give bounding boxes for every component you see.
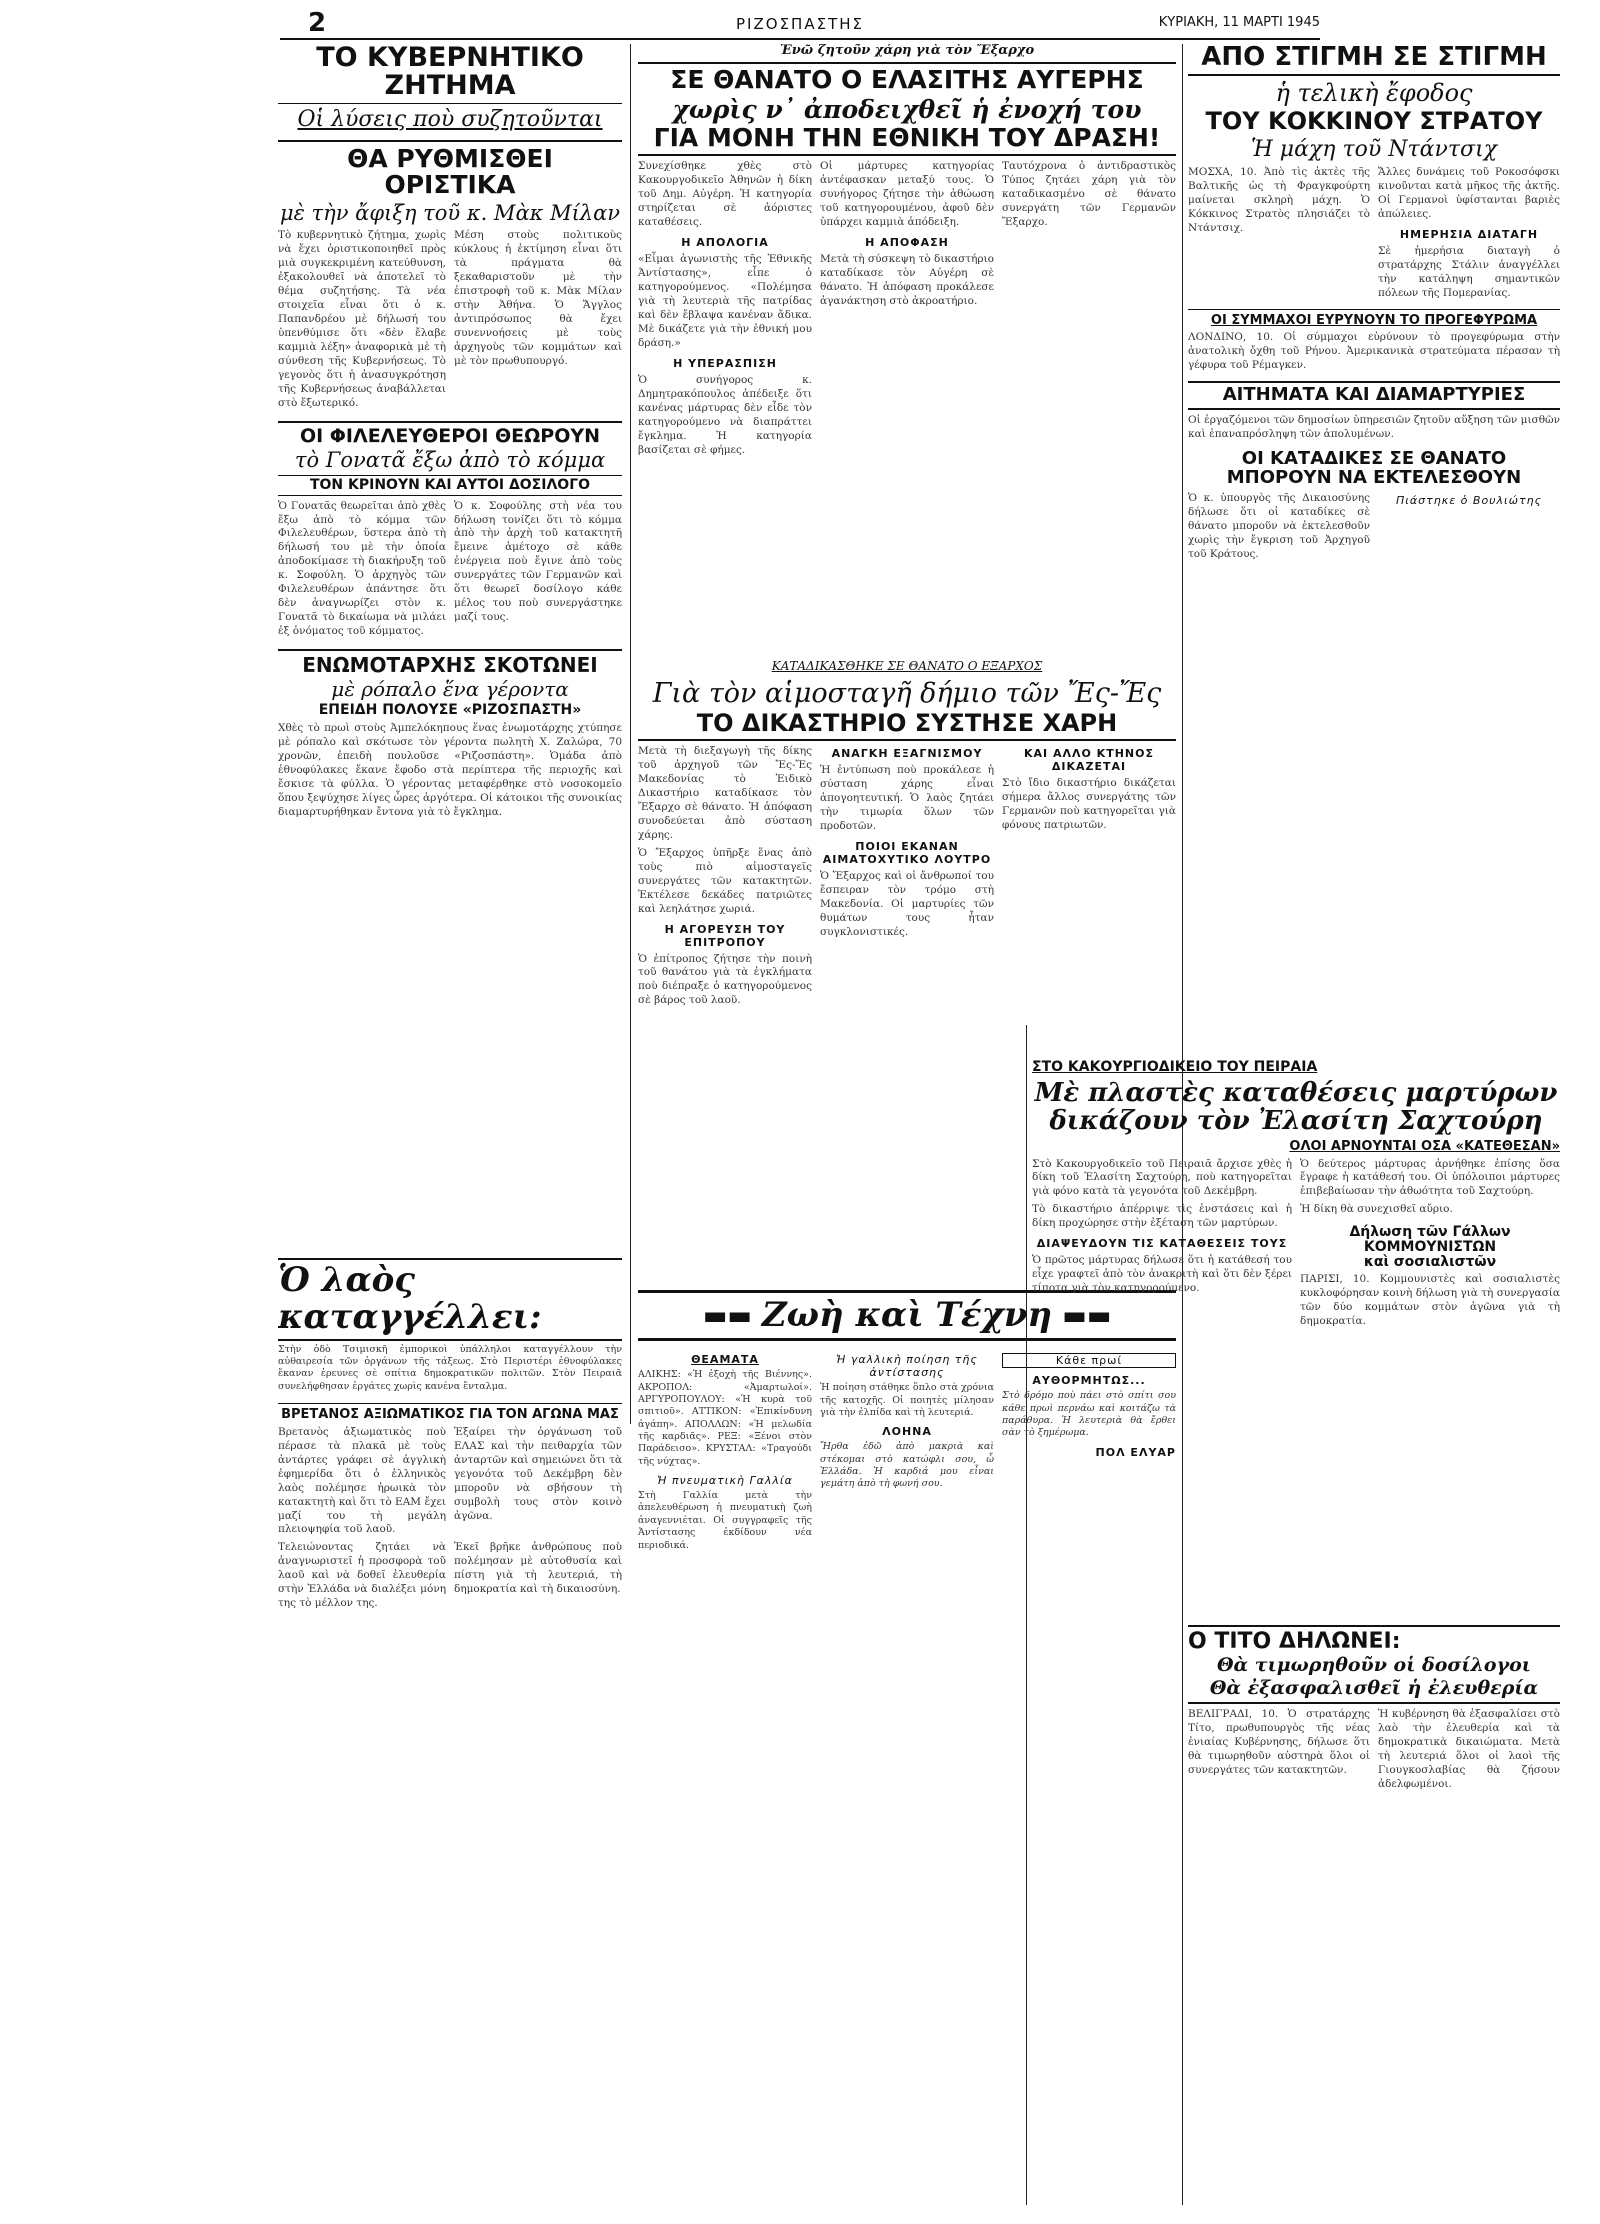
subhead-rizospastis-seller: ΕΠΕΙΔΗ ΠΟΛΟΥΣΕ «ΡΙΖΟΣΠΑΣΤΗ» (318, 702, 582, 719)
headline-death-sentences: ΟΙ ΚΑΤΑΔΙΚΕΣ ΣΕ ΘΑΝΑΤΟ (1241, 447, 1507, 469)
headline-liberals: ΟΙ ΦΙΛΕΛΕΥΘΕΡΟΙ ΘΕΩΡΟΥΝ (299, 424, 601, 447)
kicker-pardon: Ἐνῶ ζητοῦν χάρη γιὰ τὸν Ἔξαρχο (779, 44, 1035, 58)
article-text: ΒΕΛΙΓΡΑΔΙ, 10. Ὁ στρατάρχης Τίτο, πρωθυπουργὸς τῆς νέας ἐνιαίας Κυβέρνησης, δήλωσε ὅτι θὰ τιμωρηθοῦν αὐστηρὰ ὅλοι οἱ συνεργάτες τῶν κατακτητῶν. (1188, 1707, 1370, 1776)
article-exarchos (638, 741, 1176, 1008)
subhead-club: μὲ ρόπαλο ἕνα γέροντα (331, 677, 569, 702)
subhead-gonatas: τὸ Γονατᾶ ἔξω ἀπὸ τὸ κόμμα (294, 447, 606, 472)
article-text: Ὁ Ἔξαρχος καὶ οἱ ἄνθρωποί του ἔσπειραν τὸν τρόμο στὴ Μακεδονία. Οἱ μαρτυρίες τῶν θυμάτων τους ἦταν συγκλονιστικές. (820, 869, 994, 938)
section-prosecutor: Η ΑΓΟΡΕΥΣΗ ΤΟΥ ΕΠΙΤΡΟΠΟΥ (664, 922, 786, 949)
article-text: Ὁ Ἔξαρχος ὑπῆρξε ἕνας ἀπὸ τοὺς πιὸ αἱμοσταγεῖς συνεργάτες τῶν κατακτητῶν. Ἐκτέλεσε δεκάδες πατριῶτες καὶ λεηλάτησε χωριά. (638, 846, 812, 915)
article-text: Ἡ κυβέρνηση θὰ ἐξασφαλίσει στὸ λαὸ τὴν ἐλευθερία καὶ τὰ δημοκρατικὰ δικαιώματα. Μετὰ τὴ λευτεριά ὅλοι οἱ λαοὶ τῆς Γιουγκοσλαβίας θὰ ζήσουν ἀδελφωμένοι. (1378, 1707, 1560, 1790)
article-british-officer-cont (278, 1537, 622, 1611)
subhead-all-deny: ΟΛΟΙ ΑΡΝΟΥΝΤΑΙ ΟΣΑ «ΚΑΤΕΘΕΣΑΝ» (1289, 1138, 1560, 1154)
article-text: Ὁ δεύτερος μάρτυρας ἀρνήθηκε ἐπίσης ὅσα ἔγραφε ἡ κατάθεσή του. Οἱ ὑπόλοιποι μάρτυρες ἐπιβεβαίωσαν τὴν ἀθωότητα τοῦ Σαχτούρη. (1300, 1157, 1560, 1198)
right-lower-article (1032, 1060, 1560, 1620)
article-text: Χθὲς τὸ πρωὶ στοὺς Ἀμπελόκηπους ἕνας ἐνωμοτάρχης χτύπησε μὲ ρόπαλο καὶ σκότωσε τὸν γέροντα πωλητὴ Χ. Ζαλώρα, 70 χρονῶν, ἐπειδὴ πουλοῦσε «Ριζοσπάστη». Ὁμάδα ἀπὸ ἐθνοφύλακες ἔκανε ἔφοδο στὰ περίπτερα τῆς περιοχῆς καὶ ἔσκισε τὰ φύλλα. Ὁ γέροντας μεταφέρθηκε στὸ νοσοκομεῖο ὅπου ξεψύχησε λίγες ὧρες ἀργότερα. Οἱ κάτοικοι τῆς συνοικίας διαμαρτυρήθηκαν ἔντονα γιὰ τὸ ἔγκλημα. (278, 721, 622, 818)
subhead-collaborators-punished: Θὰ τιμωρηθοῦν οἱ δοσίλογοι (1217, 1654, 1531, 1677)
article-text: Ἡ δίκη θὰ συνεχισθεῖ αὔριο. (1300, 1203, 1453, 1216)
section-cleansing: ΑΝΑΓΚΗ ΕΞΑΓΝΙΣΜΟΥ (831, 747, 983, 761)
lower-left-column (278, 1258, 622, 2208)
article-text: Ἄλλες δυνάμεις τοῦ Ροκοσόφσκι κινοῦνται κατὰ μῆκος τῆς ἀκτῆς. Οἱ Γερμανοὶ ὑφίστανται βαριὲς ἀπώλειες. (1378, 166, 1560, 220)
section-every-morning: Κάθε πρωί (1002, 1353, 1176, 1368)
article-text: Ὁ κ. ὑπουργὸς τῆς Δικαιοσύνης δήλωσε ὅτι οἱ καταδίκες σὲ θάνατο μποροῦν νὰ ἐκτελεσθοῦν χωρὶς τὴν ἔγκριση τοῦ Ἀρχηγοῦ τοῦ Κράτους. (1188, 491, 1370, 560)
headline-demands: ΑΙΤΗΜΑΤΑ ΚΑΙ ΔΙΑΜΑΡΤΥΡΙΕΣ (1188, 381, 1560, 410)
article-text: Ἐξαίρει τὴν ὀργάνωση τοῦ ΕΛΑΣ καὶ τὴν πειθαρχία τῶν ἀνταρτῶν καὶ σημειώνει ὅτι τὰ γεγονότα τοῦ Δεκέμβρη δὲν μποροῦν νὰ σβήσουν τὴ συμβολὴ τους στὸν κοινὸ ἀγῶνα. (454, 1425, 622, 1522)
poem-text: Στὸ δρόμο ποὺ πάει στὸ σπίτι σου κάθε πρωὶ περνάω καὶ κοιτάζω τὰ παράθυρα. Ἡ λευτεριὰ θὰ ἔρθει σὰν τὸ ξημέρωμα. (1002, 1390, 1176, 1439)
subhead-can-be-executed: ΜΠΟΡΟΥΝ ΝΑ ΕΚΤΕΛΕΣΘΟΥΝ (1226, 466, 1522, 488)
article-text: Σὲ ἡμερήσια διαταγὴ ὁ στρατάρχης Στάλιν ἀναγγέλλει τὴν κατάληψη σημαντικῶν πόλεων τῆς Πομερανίας. (1378, 244, 1560, 299)
article-text: Ὁ συνήγορος κ. Δημητρακόπουλος ἀπέδειξε ὅτι κανένας μάρτυρας δὲν εἶδε τὸν κατηγορούμενο νὰ διαπράττει ἔγκλημα. Ἡ κατηγορία βασίζεται σὲ φήμες. (638, 373, 812, 456)
section-spiritual-france: Ἡ πνευματικὴ Γαλλία (657, 1474, 793, 1488)
headline-french-declaration: Δήλωση τῶν Γάλλων (1349, 1224, 1511, 1241)
section-poem-title: ΛΟΗΝΑ (882, 1425, 932, 1439)
column-rule (630, 44, 631, 1424)
tito-article (1188, 1625, 1560, 2205)
subhead-communists: ΚΟΜΜΟΥΝΙΣΤΩΝ (1363, 1239, 1497, 1256)
headline-government-issue: ΤΟ ΚΥΒΕΡΝΗΤΙΚΟ ΖΗΤΗΜΑ (278, 44, 622, 104)
article-text: Μετὰ τὴ σύσκεψη τὸ δικαστήριο καταδίκασε τὸν Αὐγέρη σὲ θάνατο. Ἡ ἀπόφαση προκάλεσε ἀγανάκτηση στὸ ἀκροατήριο. (820, 253, 994, 307)
article-augeris (638, 156, 1176, 457)
article-text: ΑΛΙΚΗΣ: «Ἡ ἐξοχὴ τῆς Βιέννης». ΑΚΡΟΠΟΛ: «Ἀμαρτωλοί». ΑΡΓΥΡΟΠΟΥΛΟΥ: «Ἡ κυρὰ τοῦ σπιτιοῦ». ΑΤΤΙΚΟΝ: «Ἐπικίνδυνη ἀγάπη». ΑΠΟΛΛΩΝ: «Ἡ μελωδία τῆς καρδιᾶς». ΡΕΞ: «Ξένοι στὸν Παράδεισο». ΚΡΥΣΤΑΛ: «Τραγούδι τῆς νύχτας». (638, 1369, 812, 1467)
section-another-trial: ΚΑΙ ΑΛΛΟ ΚΤΗΝΟΣ ΔΙΚΑΖΕΤΑΙ (1024, 747, 1154, 774)
article-text: Ὁ ἐπίτροπος ζήτησε τὴν ποινὴ τοῦ θανάτου γιὰ τὰ ἐγκλήματα ποὺ διέπραξε ὁ κατηγορούμενος σὲ βάρος τοῦ λαοῦ. (638, 952, 812, 1007)
article-text: Ὁ Γονατᾶς θεωρεῖται ἀπὸ χθὲς ἔξω ἀπὸ τὸ κόμμα τῶν Φιλελευθέρων, ὕστερα ἀπὸ τὴ δήλωσή του μὲ τὴν ὁποία ἀποδοκίμασε τὴ διακήρυξη τοῦ κ. Σοφούλη. Ὁ ἀρχηγὸς τῶν Φιλελευθέρων ἀπάντησε ὅτι δὲν ἀναγνωρίζει στὸν κ. Γονατᾶ τὸ δικαίωμα νὰ μιλάει ἐξ ὀνόματος τοῦ κόμματος. (278, 499, 446, 638)
article-text: Τὸ δικαστήριο ἀπέρριψε τὶς ἐνστάσεις καὶ ἡ δίκη προχώρησε στὴν ἐξέταση τῶν μαρτύρων. (1032, 1203, 1292, 1230)
article-british-officer (278, 1422, 622, 1538)
headline-ss-executioner: Γιὰ τὸν αἱμοσταγῆ δήμιο τῶν Ἔς-Ἔς (652, 678, 1162, 710)
headline-moment-to-moment: ΑΠΟ ΣΤΙΓΜΗ ΣΕ ΣΤΙΓΜΗ (1188, 44, 1560, 76)
article-liberals (278, 496, 622, 640)
subhead-national-action: ΓΙΑ ΜΟΝΗ ΤΗΝ ΕΘΝΙΚΗ ΤΟΥ ΔΡΑΣΗ! (638, 125, 1176, 156)
section-vouliotis: Πιάστηκε ὁ Βουλιώτης (1395, 493, 1543, 507)
section-spontaneously: ΑΥΘΟΡΜΗΤΩΣ... (1032, 1374, 1146, 1388)
article-saxtouris (1032, 1154, 1560, 1330)
headline-death-sentence: ΣΕ ΘΑΝΑΤΟ Ο ΕΛΑΣΙΤΗΣ ΑΥΓΕΡΗΣ (638, 62, 1176, 93)
headline-settled: ΘΑ ΡΥΘΜΙΣΘΕΙ ΟΡΙΣΤΙΚΑ (278, 140, 622, 199)
section-apology: Η ΑΠΟΛΟΓΙΑ (681, 236, 769, 250)
center-top-article (638, 44, 1176, 654)
subhead-unproven: χωρὶς ν᾿ ἀποδειχθεῖ ἡ ἐνοχή του (672, 94, 1142, 124)
subhead-pardon-recommended: ΤΟ ΔΙΚΑΣΤΗΡΙΟ ΣΥΣΤΗΣΕ ΧΑΡΗ (638, 711, 1176, 741)
article-text: Οἱ ἐργαζόμενοι τῶν δημοσίων ὑπηρεσιῶν ζητοῦν αὔξηση τῶν μισθῶν καὶ ἐπαναπρόσληψη τῶν ἀπολυμένων. (1188, 414, 1560, 441)
banner-life-and-art: Ζωὴ καὶ Τέχνη (761, 1295, 1053, 1335)
article-text: ΛΟΝΔΙΝΟ, 10. Οἱ σύμμαχοι εὐρύνουν τὸ προγεφύρωμα στὴν ἀνατολικὴ ὄχθη τοῦ Ρήνου. Ἀμερικανικὰ στρατεύματα πέρασαν τὴ γέφυρα τοῦ Ρέμαγκεν. (1188, 331, 1560, 372)
article-text: «Εἶμαι ἀγωνιστὴς τῆς Ἐθνικῆς Ἀντίστασης», εἶπε ὁ κατηγορούμενος. «Πολέμησα γιὰ τὴ λευτεριὰ τῆς πατρίδας καὶ δὲν ἔβλαψα κανέναν ἄδικα. Μὲ δικάζετε γιὰ τὴν ἐθνική μου δράση.» (638, 253, 812, 349)
banner-ornament: ▬▬ (702, 1300, 752, 1331)
right-column (1188, 44, 1560, 1054)
page-number: 2 (308, 8, 327, 38)
headline-gendarme: ΕΝΩΜΟΤΑΡΧΗΣ ΣΚΟΤΩΝΕΙ (302, 653, 598, 678)
article-text: Οἱ μάρτυρες κατηγορίας ἀντέφασκαν μεταξύ τους. Ὁ συνήγορος ζήτησε τὴν ἀθώωση τοῦ κατηγορουμένου, ἀφοῦ δὲν ὑπάρχει καμμιὰ ἀπόδειξη. (820, 160, 994, 229)
article-text: Βρετανὸς ἀξιωματικὸς ποὺ πέρασε τὰ πλακᾶ μὲ τοὺς ἀντάρτες γράφει σὲ ἀγγλικὴ ἐφημερίδα ὅτι ὁ ἑλληνικὸς λαὸς πολέμησε ἡρωικὰ τὸν κατακτητὴ καὶ ὅτι τὸ ΕΑΜ ἔχει μαζί του τὴ μεγάλη πλειοψηφία τοῦ λαοῦ. (278, 1425, 446, 1536)
subhead-final-assault: ἡ τελικὴ ἔφοδος (1275, 79, 1473, 108)
article-text: Τελειώνοντας ζητάει νὰ ἀναγνωριστεῖ ἡ προσφορὰ τοῦ λαοῦ καὶ νὰ δοθεῖ ἐλευθερία στὴν Ἑλλάδα νὰ διαλέξει μόνη της τὸ μέλλον της. (278, 1541, 446, 1610)
poem-text: Ἤρθα ἐδῶ ἀπὸ μακριὰ καὶ στέκομαι στὸ κατώφλι σου, ὦ Ἑλλάδα. Ἡ καρδιά μου εἶναι γεμάτη ἀπὸ τὴ φωνή σου. (820, 1441, 994, 1490)
left-column (278, 44, 622, 1254)
article-text: Στὸ ἴδιο δικαστήριο δικάζεται σήμερα ἄλλος συνεργάτης τῶν Γερμανῶν ποὺ κατηγορεῖται γιὰ φόνους πατριωτῶν. (1002, 777, 1176, 831)
article-red-army (1188, 162, 1560, 301)
article-tito (1188, 1704, 1560, 1792)
article-government (278, 225, 622, 410)
article-text: Συνεχίσθηκε χθὲς στὸ Κακουργοδικεῖο Ἀθηνῶν ἡ δίκη τοῦ Δημ. Αὐγέρη. Ἡ κατηγορία στηρίζεται σὲ ἀόριστες καταθέσεις. (638, 160, 812, 229)
section-french-poetry: Ἡ γαλλικὴ ποίηση τῆς ἀντίστασης (836, 1353, 978, 1380)
article-text: Στὸ Κακουργοδικεῖο τοῦ Πειραιᾶ ἄρχισε χθὲς ἡ δίκη τοῦ Ἐλασίτη Σαχτούρη, ποὺ κατηγορεῖται γιὰ φόνο κατὰ τὰ γεγονότα τοῦ Δεκέμβρη. (1032, 1157, 1292, 1198)
subhead-red-army: ΤΟΥ ΚΟΚΚΙΝΟΥ ΣΤΡΑΤΟΥ (1205, 106, 1543, 135)
headline-false-testimony: Μὲ πλαστὲς καταθέσεις μαρτύρων (1034, 1077, 1558, 1108)
subhead-socialists: καὶ σοσιαλιστῶν (1363, 1253, 1497, 1270)
section-bloodbath: ΠΟΙΟΙ ΕΚΑΝΑΝ ΑΙΜΑΤΟΧΥΤΙΚΟ ΛΟΥΤΡΟ (822, 839, 992, 866)
subhead-danzig: Ἡ μάχη τοῦ Ντάντσιχ (1250, 136, 1498, 162)
kicker-exarchos: ΚΑΤΑΔΙΚΑΣΘΗΚΕ ΣΕ ΘΑΝΑΤΟ Ο ΕΞΑΡΧΟΣ (771, 660, 1043, 673)
article-text: Στὴ Γαλλία μετὰ τὴν ἀπελευθέρωση ἡ πνευματικὴ ζωὴ ἀναγεννιέται. Οἱ συγγραφεῖς τῆς Ἀντίστασης ἐκδίδουν νέα περιοδικά. (638, 1490, 812, 1551)
article-text: ΠΑΡΙΣΙ, 10. Κομμουνιστὲς καὶ σοσιαλιστὲς κυκλοφόρησαν κοινὴ δήλωση γιὰ τὴ συνεργασία τῶν δύο κομμάτων στὸν ἀγῶνα γιὰ τὴ δημοκρατία. (1300, 1273, 1560, 1328)
article-text: Ταυτόχρονα ὁ ἀντιδραστικὸς Τύπος ζητάει χάρη γιὰ τὸν καταδικασμένο σὲ θάνατο συνεργάτη τῶν Γερμανῶν Ἔξαρχο. (1002, 160, 1176, 229)
article-text: Μετὰ τὴ διεξαγωγὴ τῆς δίκης τοῦ ἀρχηγοῦ τῶν Ἔς-Ἔς Μακεδονίας τὸ Ἐιδικὸ Δικαστήριο καταδίκασε τὸν Ἔξαρχο σὲ θάνατο. Ἡ ἀπόφαση συνοδεύεται ἀπὸ σύσταση χάρης. (638, 745, 812, 841)
issue-date: ΚΥΡΙΑΚΗ, 11 ΜΑΡΤΙ 1945 (1158, 15, 1320, 30)
section-decision: Η ΑΠΟΦΑΣΗ (865, 236, 949, 250)
article-text: ΜΟΣΧΑ, 10. Ἀπὸ τὶς ἀκτὲς τῆς Βαλτικῆς ὡς τὴ Φραγκφούρτη μαίνεται σκληρὴ μάχη. Ὁ Κόκκινος Στρατὸς πλησιάζει τὸ Ντάντσιχ. (1188, 166, 1370, 234)
article-text: Ὁ κ. Σοφούλης στὴ νέα του δήλωση τονίζει ὅτι τὸ κόμμα ἀπὸ τὴν ἀρχὴ τοῦ κατακτητῆ ἔμεινε ἀμέτοχο σὲ κάθε ἐνέργεια ποὺ ἔγινε ἀπὸ τοὺς συνεργάτες τῶν Γερμανῶν καὶ ὅτι θεωρεῖ δοσίλογο κάθε μέλος του ποὺ συνεργάστηκε μαζί τους. (454, 499, 622, 624)
section-shows: ΘΕΑΜΑΤΑ (691, 1353, 759, 1367)
poem-author: ΠΟΛ ΕΛΥΑΡ (1095, 1445, 1176, 1459)
article-text: Ἡ ἐντύπωση ποὺ προκάλεσε ἡ σύσταση χάρης εἶναι ἀπογοητευτική. Ὁ λαὸς ζητάει τὴν τιμωρία ὅλων τῶν προδοτῶν. (820, 764, 994, 832)
article-executions (1188, 488, 1560, 562)
article-text: Μέση στοὺς πολιτικοὺς κύκλους ἡ ἐκτίμηση εἶναι ὅτι τὰ πράγματα θὰ ξεκαθαριστοῦν μὲ τὴν ἐπιστροφὴ τοῦ κ. Μὰκ Μίλαν στὴν Ἀθήνα. Ὁ Ἄγγλος ἀντιπρόσωπος θὰ ἔχει συνεννοήσεις μὲ τοὺς ἀρχηγοὺς τῶν κομμάτων καὶ μὲ τὸν πρωθυπουργό. (454, 229, 622, 368)
subhead-saxtouris: δικάζουν τὸν Ἐλασίτη Σαχτούρη (1049, 1106, 1543, 1137)
article-text: Ἡ ποίηση στάθηκε ὅπλο στὰ χρόνια τῆς κατοχῆς. Οἱ ποιητὲς μίλησαν γιὰ τὴν ἐλπίδα καὶ τὴ λευτεριά. (820, 1382, 994, 1419)
section-deny-testimony: ΔΙΑΨΕΥΔΟΥΝ ΤΙΣ ΚΑΤΑΘΕΣΕΙΣ ΤΟΥΣ (1036, 1237, 1288, 1251)
banner-ornament: ▬▬ (1062, 1300, 1112, 1331)
headline-tito-declares: Ο ΤΙΤΟ ΔΗΛΩΝΕΙ: (1188, 1625, 1560, 1653)
article-text: Τὸ κυβερνητικὸ ζήτημα, χωρὶς νὰ ἔχει ὁριστικοποιηθεῖ πρὸς μιὰ συγκεκριμένη κατεύθυνση, ἐξακολουθεῖ νὰ ἀποτελεῖ τὸ θέμα συζητήσης. Τὰ νέα στοιχεῖα εἶναι ὅτι ὁ κ. Παπανδρέου μὲ δήλωσή του ὑπενθύμισε ὅτι «δὲν ἔλαβε καμμιὰ λέξη» ἀναφορικὰ μὲ τὴ σύνθεση τῆς Κυβερνήσεως. Τὸ γεγονὸς ὅτι ἡ ἀνασυγκρότηση τῆς Κυβερνήσεως ἀναβάλλεται στὸ ἔξωτερικό. (278, 229, 446, 409)
article-text: Ὁ πρῶτος μάρτυρας δήλωσε ὅτι ἡ κατάθεσή του εἶχε γραφτεῖ ἀπὸ τὸν ἀνακριτὴ καὶ ὅτι δὲν ξέρει τίποτα γιὰ τὸν κατηγορούμενο. (1032, 1254, 1292, 1295)
article-text: Στὴν ὁδὸ Τσιμισκῆ ἐμπορικοὶ ὑπάλληλοι καταγγέλλουν τὴν αὐθαιρεσία τῶν ὀργάνων τῆς τάξεως. Στὸ Περιστέρι ἐθνοφύλακες ἔκαναν ἐρευνες σὲ σπίτια δημοκρατικῶν πολιτῶν. Στὸν Πειραιᾶ συνελήφθησαν ἐργάτες χωρὶς κανένα ἔνταλμα. (278, 1343, 622, 1392)
banner-people-denounce: Ὁ λαὸς καταγγέλλει: (278, 1258, 622, 1341)
subhead-freedom-secured: Θὰ ἐξασφαλισθεῖ ἡ ἐλευθερία (1188, 1678, 1560, 1704)
masthead (280, 8, 1320, 40)
section-defense: Η ΥΠΕΡΑΣΠΙΣΗ (673, 356, 777, 370)
section-order-of-day: ΗΜΕΡΗΣΙΑ ΔΙΑΤΑΓΗ (1399, 227, 1539, 241)
article-text: Ἐκεῖ βρῆκε ἀνθρώπους ποὺ πολέμησαν μὲ αὐτοθυσία καὶ πίστη γιὰ τὴ λευτεριά, τὴ δημοκρατία καὶ τὴ δικαιοσύνη. (454, 1541, 622, 1596)
paper-name: ΡΙΖΟΣΠΑΣΤΗΣ (736, 15, 864, 33)
kicker-piraeus-court: ΣΤΟ ΚΑΚΟΥΡΓΙΟΔΙΚΕΙΟ ΤΟΥ ΠΕΙΡΑΙΑ (1032, 1060, 1318, 1075)
subhead-collaborator: ΤΟΝ ΚΡΙΝΟΥΝ ΚΑΙ ΑΥΤΟΙ ΔΟΣΙΛΟΓΟ (278, 475, 622, 496)
headline-allies-bridgehead: ΟΙ ΣΥΜΜΑΧΟΙ ΕΥΡΥΝΟΥΝ ΤΟ ΠΡΟΓΕΦΥΡΩΜΑ (1188, 309, 1560, 328)
subhead-solutions: Οἱ λύσεις ποὺ συζητοῦνται (297, 106, 603, 132)
headline-british-officer: ΒΡΕΤΑΝΟΣ ΑΞΙΩΜΑΤΙΚΟΣ ΓΙΑ ΤΟΝ ΑΓΩΝΑ ΜΑΣ (278, 1403, 622, 1422)
subhead-macmillan: μὲ τὴν ἄφιξη τοῦ κ. Μὰκ Μίλαν (279, 201, 621, 226)
